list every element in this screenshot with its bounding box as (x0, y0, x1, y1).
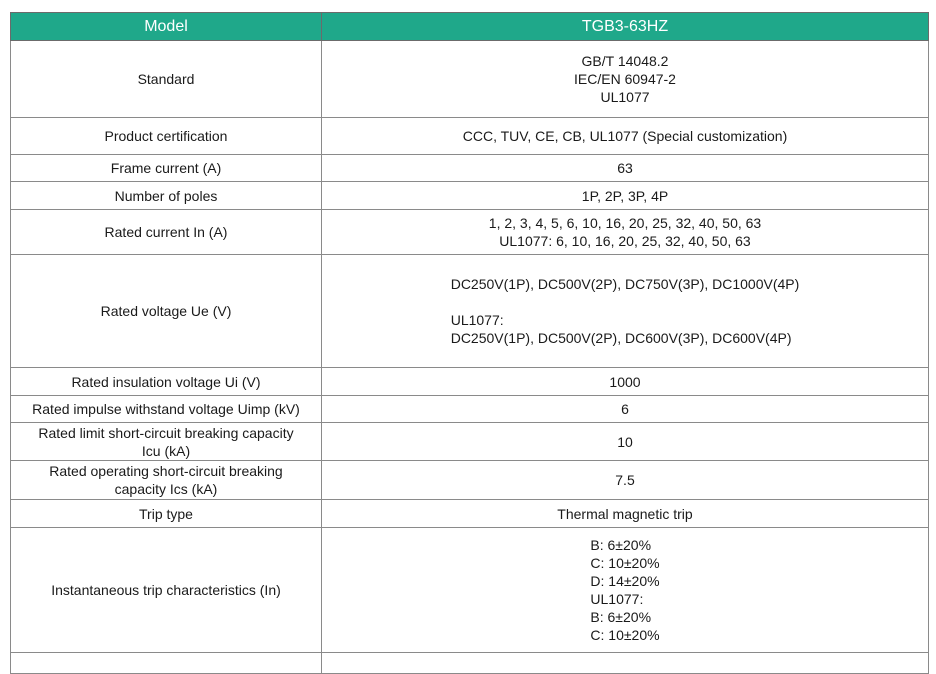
standard-label: Standard (11, 41, 322, 118)
rated-voltage-line: DC250V(1P), DC500V(2P), DC750V(3P), DC1000V(4P) (450, 276, 800, 292)
cut-off-cell (322, 653, 929, 674)
instantaneous-trip-label: Instantaneous trip characteristics (In) (11, 528, 322, 653)
rated-voltage-line: UL1077: (450, 312, 504, 328)
model-label: Model (11, 13, 322, 41)
impulse-voltage-value: 6 (322, 396, 929, 423)
table-row-standard (11, 41, 929, 118)
rated-voltage-label: Rated voltage Ue (V) (11, 255, 322, 368)
insulation-voltage-label: Rated insulation voltage Ui (V) (11, 368, 322, 396)
table-row-rated-current (11, 210, 929, 255)
trip-type-label: Trip type (11, 500, 322, 528)
poles-value: 1P, 2P, 3P, 4P (322, 182, 929, 210)
header-row (11, 13, 929, 41)
icu-label-line: Icu (kA) (141, 442, 191, 459)
table-row-certification (11, 118, 929, 155)
instantaneous-trip-value (322, 528, 929, 653)
certification-value: CCC, TUV, CE, CB, UL1077 (Special customization) (322, 118, 929, 155)
certification-label: Product certification (11, 118, 322, 155)
ics-value: 7.5 (322, 461, 929, 500)
instantaneous-trip-line: C: 10±20% (590, 627, 660, 643)
instantaneous-trip-line: C: 10±20% (590, 555, 660, 571)
standard-value (322, 41, 929, 118)
instantaneous-trip-line: D: 14±20% (590, 573, 660, 589)
rated-voltage-spacer (451, 293, 800, 311)
insulation-voltage-value: 1000 (322, 368, 929, 396)
table-row-frame-current (11, 155, 929, 182)
rated-current-line: UL1077: 6, 10, 16, 20, 25, 32, 40, 50, 63 (499, 233, 751, 249)
rated-current-value (322, 210, 929, 255)
ics-label (11, 461, 322, 500)
table-row-impulse-voltage (11, 396, 929, 423)
spec-table (10, 12, 929, 674)
poles-label: Number of poles (11, 182, 322, 210)
table-row-instantaneous-trip (11, 528, 929, 653)
table-row-cut-off (11, 653, 929, 674)
model-value: TGB3-63HZ (322, 13, 929, 41)
instantaneous-trip-block (590, 536, 659, 644)
rated-current-label: Rated current In (A) (11, 210, 322, 255)
table-row-insulation-voltage (11, 368, 929, 396)
impulse-voltage-label: Rated impulse withstand voltage Uimp (kV) (11, 396, 322, 423)
ics-label-line: capacity Ics (kA) (114, 481, 218, 497)
instantaneous-trip-line: UL1077: (590, 591, 644, 607)
rated-voltage-block (451, 275, 800, 347)
standard-value-line: GB/T 14048.2 (581, 53, 669, 69)
instantaneous-trip-line: B: 6±20% (590, 609, 652, 625)
ics-label-line: Rated operating short-circuit breaking (49, 463, 283, 479)
rated-current-line: 1, 2, 3, 4, 5, 6, 10, 16, 20, 25, 32, 40, 50, 63 (488, 215, 762, 231)
icu-label-line: Rated limit short-circuit breaking capacity (38, 424, 294, 441)
trip-type-value: Thermal magnetic trip (322, 500, 929, 528)
table-row-rated-voltage (11, 255, 929, 368)
table-row-poles (11, 182, 929, 210)
rated-voltage-line: DC250V(1P), DC500V(2P), DC600V(3P), DC600V(4P) (450, 330, 792, 346)
rated-voltage-value (322, 255, 929, 368)
frame-current-value: 63 (322, 155, 929, 182)
icu-value: 10 (322, 423, 929, 461)
frame-current-label: Frame current (A) (11, 155, 322, 182)
standard-value-line: UL1077 (600, 89, 650, 105)
cut-off-cell (11, 653, 322, 674)
icu-label (11, 423, 322, 461)
table-row-trip-type (11, 500, 929, 528)
table-row-icu (11, 423, 929, 461)
standard-value-line: IEC/EN 60947-2 (574, 71, 676, 87)
table-row-ics (11, 461, 929, 500)
instantaneous-trip-line: B: 6±20% (590, 537, 652, 553)
